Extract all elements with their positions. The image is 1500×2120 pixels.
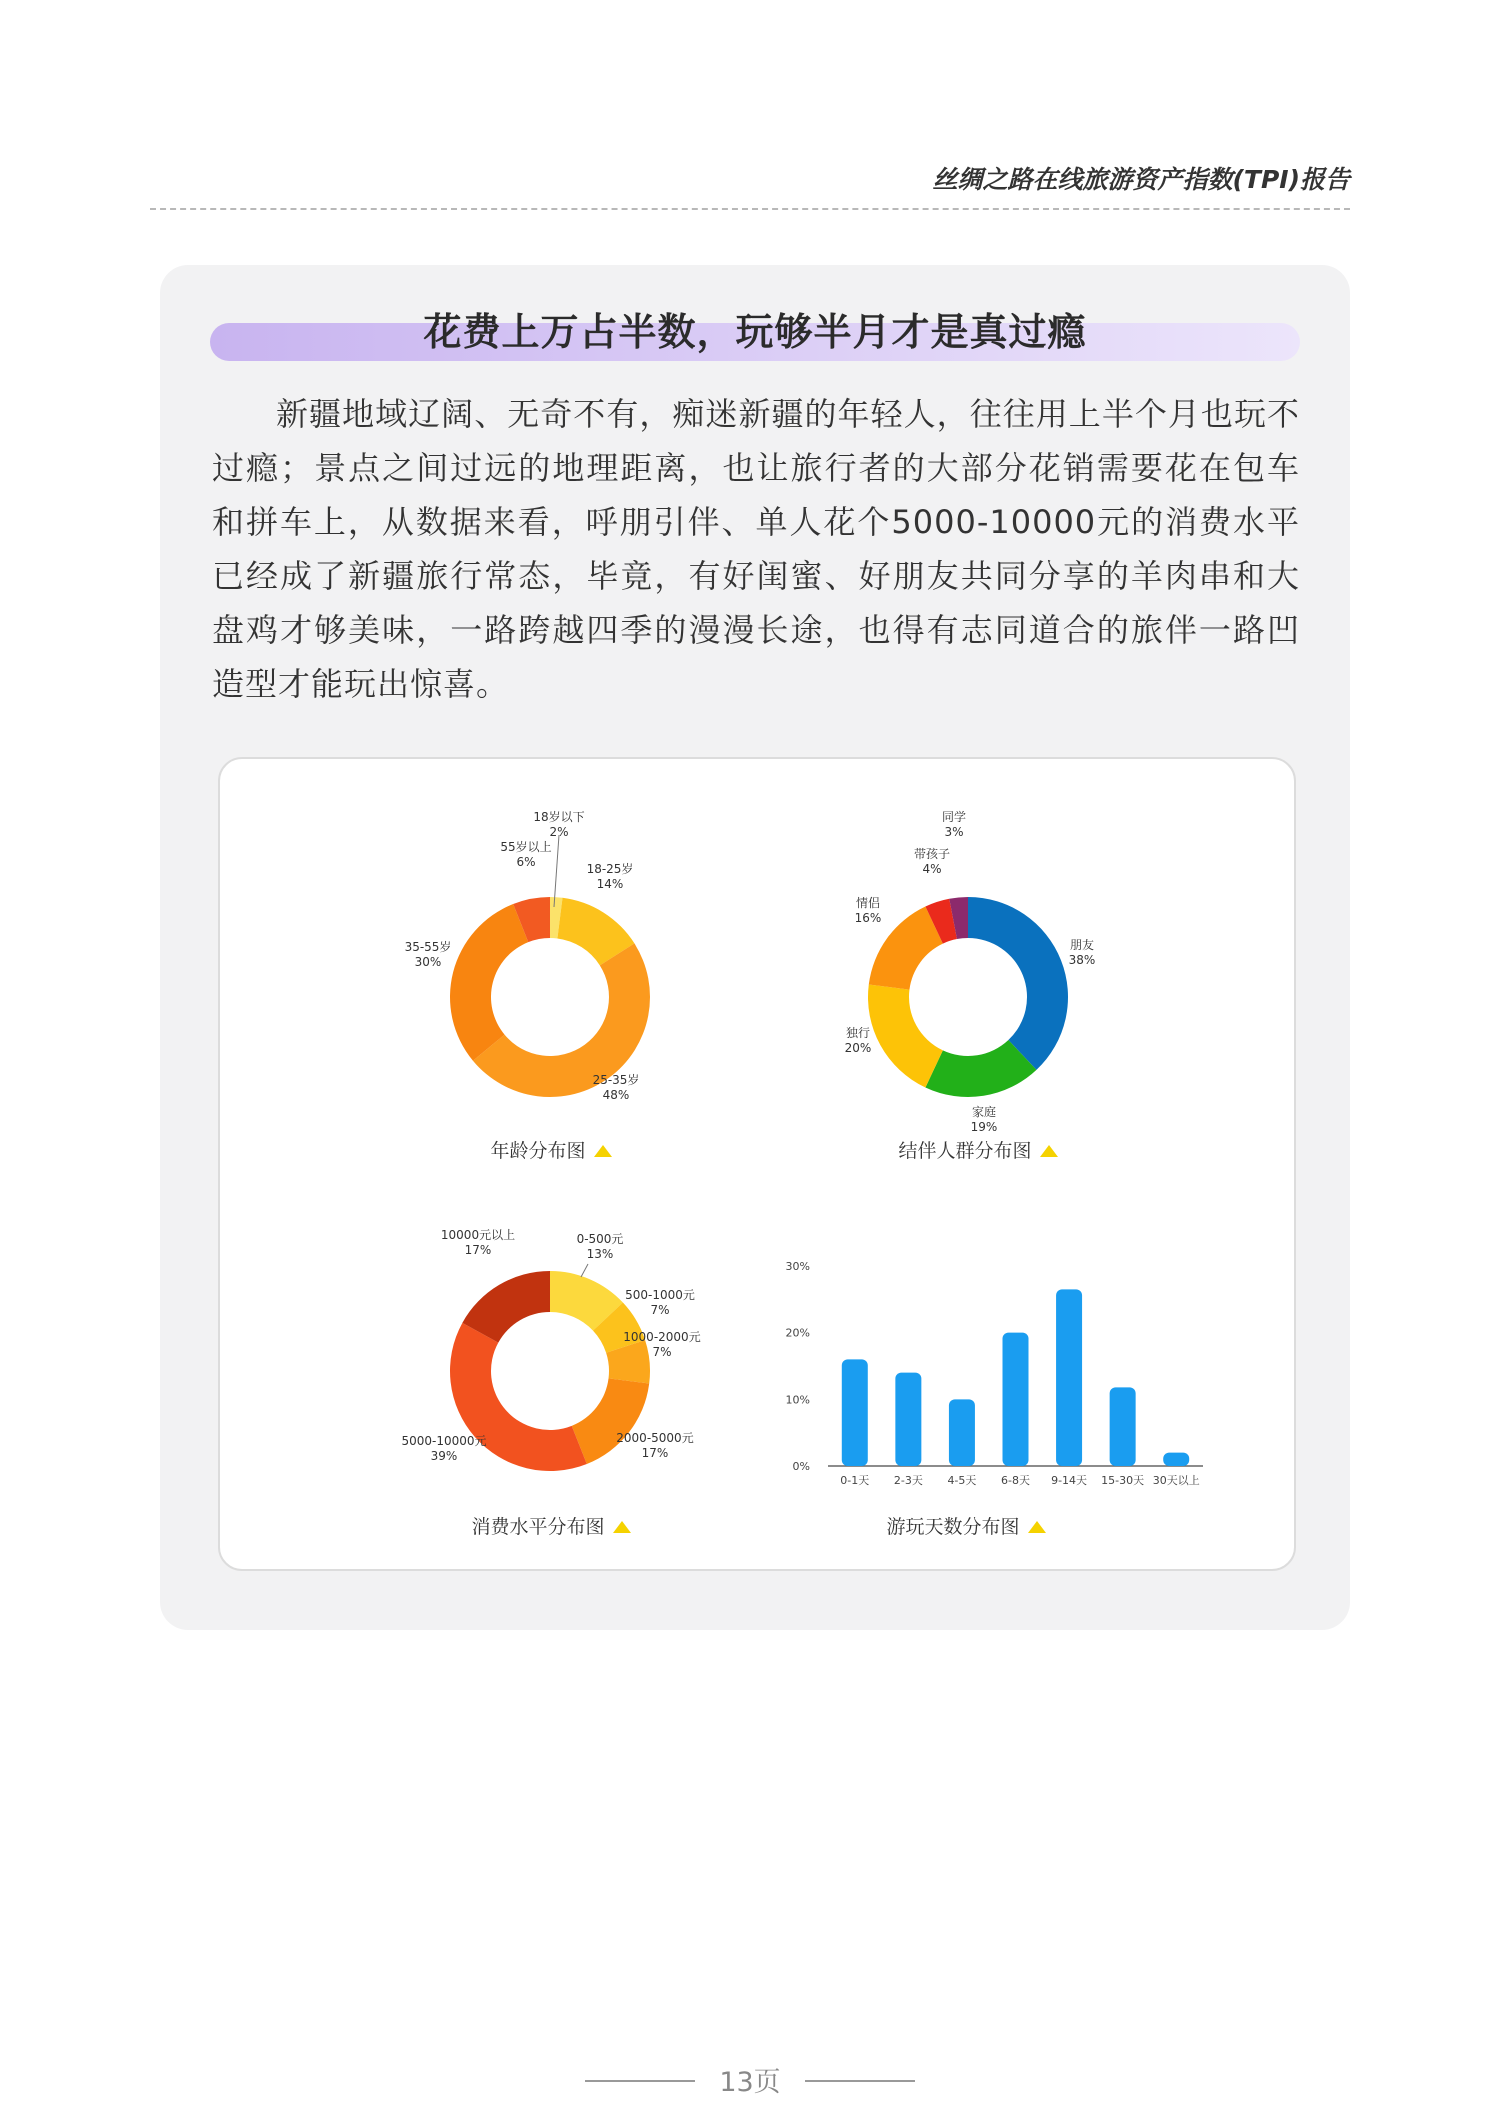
title-marker-icon (1028, 1521, 1046, 1533)
slice-label: 18-25岁 (586, 862, 634, 876)
title-marker-icon (594, 1145, 612, 1157)
slice-label: 独行 (845, 1026, 871, 1040)
y-tick-label: 20% (785, 1326, 810, 1340)
slice-percent: 7% (652, 1345, 672, 1359)
content-panel (160, 265, 1350, 1630)
slice-leader-line (554, 835, 559, 907)
bar (1056, 1289, 1082, 1466)
x-tick-label: 2-3天 (893, 1474, 923, 1487)
slice-percent: 39% (430, 1449, 458, 1463)
bar (1110, 1387, 1136, 1466)
slice-label: 2000-5000元 (616, 1431, 694, 1445)
bar (1163, 1453, 1189, 1466)
chart-title: 年龄分布图 (490, 1140, 586, 1162)
slice-label: 0-500元 (576, 1232, 624, 1246)
title-marker-icon (1040, 1145, 1058, 1157)
x-tick-label: 4-5天 (947, 1474, 977, 1487)
slice-percent: 20% (844, 1041, 872, 1055)
bar (949, 1399, 975, 1466)
donut-slice (868, 984, 943, 1087)
slice-label: 带孩子 (913, 847, 951, 861)
slice-percent: 2% (549, 825, 569, 839)
donut-slice (450, 904, 528, 1061)
slice-label: 500-1000元 (625, 1288, 695, 1302)
donut-slice (572, 1378, 649, 1464)
body-paragraph: 新疆地域辽阔、无奇不有，痴迷新疆的年轻人，往往用上半个月也玩不过瘾；景点之间过远的地理距离，也让旅行者的大部分花销需要花在包车和拼车上，从数据来看，呼朋引伴、单人花个5000-10000元的消费水平已经成了新疆旅行常态，毕竟，有好闺蜜、好朋友共同分享的羊肉串和大盘鸡才够美味，一路跨越四季的漫漫长途，也得有志同道合的旅伴一路凹造型才能玩出惊喜。 (212, 395, 1300, 703)
section-title: 花费上万占半数，玩够半月才是真过瘾 (423, 310, 1087, 354)
slice-percent: 48% (602, 1088, 630, 1102)
y-tick-label: 30% (785, 1260, 810, 1273)
x-tick-label: 15-30天 (1101, 1474, 1145, 1487)
chart-title: 消费水平分布图 (471, 1516, 605, 1538)
slice-percent: 7% (650, 1303, 670, 1317)
slice-percent: 17% (641, 1446, 669, 1460)
slice-label: 55岁以上 (500, 840, 552, 854)
slice-percent: 30% (414, 955, 442, 969)
donut-slice (450, 1323, 587, 1471)
slice-percent: 4% (922, 862, 942, 876)
bar (895, 1373, 921, 1466)
report-title: 丝绸之路在线旅游资产指数(TPI)报告 (932, 165, 1350, 194)
slice-label: 25-35岁 (592, 1073, 640, 1087)
chart-title: 游玩天数分布图 (886, 1516, 1020, 1538)
y-tick-label: 10% (785, 1393, 810, 1407)
slice-label: 10000元以上 (440, 1228, 516, 1242)
charts-canvas (220, 759, 1294, 1569)
slice-label: 情侣 (855, 896, 881, 910)
slice-label: 35-55岁 (404, 940, 452, 954)
slice-label: 1000-2000元 (623, 1330, 701, 1344)
title-marker-icon (613, 1521, 631, 1533)
x-tick-label: 9-14天 (1051, 1474, 1088, 1487)
x-tick-label: 0-1天 (840, 1474, 870, 1487)
page-number: 13页 (719, 2067, 781, 2098)
slice-percent: 14% (596, 877, 624, 891)
slice-percent: 6% (516, 855, 536, 869)
x-tick-label: 6-8天 (1001, 1474, 1030, 1487)
header-divider (150, 208, 1350, 210)
slice-percent: 19% (970, 1120, 998, 1134)
slice-percent: 16% (854, 911, 882, 925)
slice-label: 家庭 (971, 1105, 997, 1119)
slice-percent: 38% (1068, 953, 1096, 967)
footer-rule-right (805, 2080, 915, 2082)
slice-label: 朋友 (1069, 938, 1095, 952)
slice-percent: 17% (464, 1243, 492, 1257)
slice-percent: 3% (944, 825, 964, 839)
bar (1003, 1333, 1029, 1466)
slice-label: 5000-10000元 (401, 1434, 487, 1448)
slice-leader-line (581, 1264, 588, 1277)
donut-slice (968, 897, 1068, 1070)
x-tick-label: 30天以上 (1152, 1474, 1200, 1487)
slice-label: 18岁以下 (533, 810, 585, 824)
bar (842, 1359, 868, 1466)
y-tick-label: 0% (792, 1460, 810, 1473)
slice-percent: 13% (586, 1247, 614, 1261)
slice-label: 同学 (941, 810, 967, 824)
chart-card (218, 757, 1296, 1571)
chart-title: 结伴人群分布图 (898, 1140, 1032, 1162)
